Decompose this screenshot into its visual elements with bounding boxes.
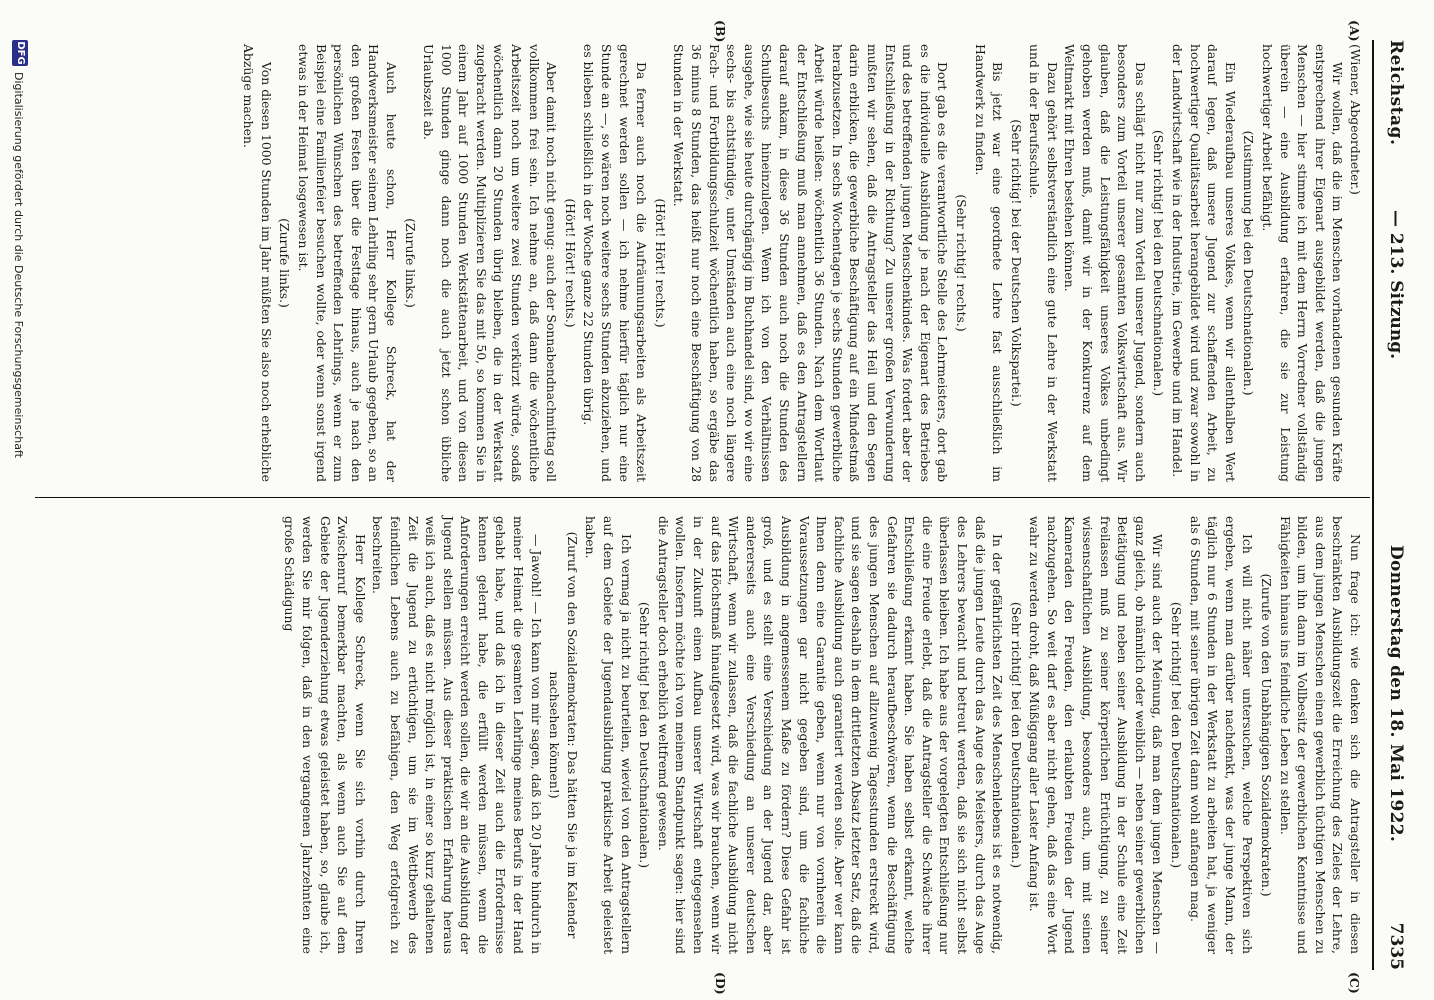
page-header <box>1380 40 1406 970</box>
interjection: (Sehr richtig! bei den Deutschnationalen.) <box>1008 601 1024 869</box>
interjection: (Sehr richtig! bei der Deutschen Volkspartei.) <box>1008 119 1024 407</box>
interjection: (Sehr richtig! bei den Deutschnationalen.) <box>1169 601 1185 869</box>
paragraph: Wir sind auch der Meinung, daß man dem jungen Menschen — ganz gleich, ob männlich oder weiblich — neben seiner gewerblichen Betätigung und neben seiner Ausbildung in der Schule eine Zeit freilassen muß zu seiner körperlichen Ertüchtigung, zu seiner wissenschaftlichen Ausbildung, besonders auch, um mit seinen Kameraden den Freuden, den erlaubten Freuden der Jugend nachzugehen. So weit darf es aber nicht gehen, daß das eine Wort wahr zu werden droht, daß Müßiggang aller Laster Anfang ist. <box>1027 516 1166 954</box>
footer <box>8 40 28 970</box>
interjection: (Hört! Hört! rechts.) <box>652 198 668 328</box>
interjection: (Sehr richtig! bei den Deutschnationalen.) <box>637 601 653 869</box>
paragraph: Herr Kollege Schreck, wenn Sie sich vorhin durch Ihren Zwischenruf bemerkbar machten, als wenn auch Sie auf dem Gebiete der Jugenderziehung etwas geleistet haben, so, glaube ich, werden Sie mir folgen, daß in den vergangenen Jahrzehnten eine große Schädigung <box>282 516 368 954</box>
column-divider <box>35 497 1370 498</box>
interjection: (Hört! Hört! rechts.) <box>562 198 578 328</box>
interjection: (Zurufe von den Unabhängigen Sozialdemokraten.) <box>1259 573 1275 897</box>
paragraph: Das schlägt nicht nur zum Vorteil unserer Jugend, sondern auch besonders zum Vorteil unserer gesamten Volkswirtschaft aus. Wir glauben, daß die Leistungsfähigkeit unseres Volkes unbedingt gehoben werden muß, damit wir in der Konkurrenz auf dem Weltmarkt mit Ehren bestehen können. <box>1062 44 1148 482</box>
interjection: (Zurufe links.) <box>277 218 293 308</box>
interjection: (Zuruf von den Sozialdemokraten: Das hätten Sie ja im Kalender nachsehen können!) <box>547 531 580 939</box>
paragraph: Auch heute schon, Herr Kollege Schreck, hat der Handwerksmeister seinem Lehrling sehr gern Urlaub gegeben, so an den großen Festen über die Festtage hinaus, auch je nach den persönlichen Wünschen des betreffenden Lehrlings, wenn er zum Beispiel eine Familienfeier besuchen wollte, oder wenn sonst irgend etwas in der Heimat losgewesen ist. <box>295 44 399 482</box>
interjection: (Zustimmung bei den Deutschnationalen.) <box>1241 130 1257 396</box>
page-number: 7335 <box>1386 922 1406 970</box>
header-session: — 213. Sitzung. <box>1386 210 1406 360</box>
interjection: (Sehr richtig! rechts.) <box>953 194 969 332</box>
paragraph: — Jawohl! — Ich kann von mir sagen, daß ich 20 Jahre hindurch in meiner Heimat die gesamten Lehrlinge meines Berufs in der Hand gehabt habe, und daß ich in dieser Zeit auch die Erfordernisse kennen gelernt habe, die erfüllt werden müssen, wenn die Anforderungen erreicht werden sollen, die wir an die Ausbildung der Jugend stellen müssen. Aus dieser praktischen Erfahrung heraus weiß ich auch, daß es nicht möglich ist, in einer so kurz gehaltenen Zeit die Jugend zu ertüchtigen, um sie im Wettbewerb des feindlichen Lebens auch zu befähigen, den Weg erfolgreich zu beschreiten. <box>370 516 544 954</box>
margin-mark-d: (D) <box>713 972 728 995</box>
header-title: Reichstag. <box>1386 40 1406 146</box>
paragraph: Ein Wiederaufbau unseres Volkes, wenn wir allenthalben Wert darauf legen, daß unsere Jugend zur schaffenden Arbeit, zu hochwertiger Qualitätsarbeit herangebildet wird und zwar sowohl in der Landwirtschaft wie in der Industrie, im Gewerbe und im Handel. <box>1170 44 1238 482</box>
margin-mark-a: (A) <box>1347 20 1362 42</box>
paragraph: Dort gab es die verantwortliche Stelle des Lehrmeisters, dort gab es die individuelle Ausbildung je nach der Eigenart des Betriebes und des betreffenden jungen Menschenkindes. Was fordert aber der Entschließung in der Richtung? Zu unserer großen Verwunderung mußten wir sehen, daß die Antragsteller das Heil und den Segen darin erblicken, die gewerbliche Beschäftigung auf ein Mindestmaß herabzusetzen. In sechs Wochentagen je sechs Stunden gewerbliche Arbeit würde heißen: wöchentlich 36 Stunden. Nach dem Wortlaut der Entschließung muß man annehmen, daß es den Antragstellern darauf ankam, in diese 36 Stunden auch noch die Stunden des Schulbesuchs hineinzulegen. Wenn ich von den Verhältnissen ausgehe, wie sie heute durchgängig im Buchhandel sind, wo wir eine sechs- bis achtstündige, unter Umständen auch eine noch längere Fach- und Fortbildungsschulzeit wöchentlich haben, so ergäbe das 36 minus 8 Stunden, das heißt nur noch eine Beschäftigung von 28 Stunden in der Werkstatt. <box>671 44 951 482</box>
paragraph: Da ferner auch noch die Aufräumungsarbeiten als Arbeitszeit gerechnet werden sollen — ich nehme hierfür täglich nur eine Stunde an —, so wären noch weitere sechs Stunden abzuziehen, und es blieben schließlich in der Woche ganze 22 Stunden übrig. <box>581 44 650 482</box>
paragraph: Ich will nicht näher untersuchen, welche Perspektiven sich ergeben, wenn man darüber nachdenkt, was der junge Mann, der täglich nur 6 Stunden in der Werkstatt zu arbeiten hat, ja weniger als 6 Stunden, mit seiner übrigen Zeit dann wohl anfangen mag. <box>1187 516 1256 954</box>
paragraph: Ich vermag ja nicht zu beurteilen, wieviel von den Antragstellern auf dem Gebiete der Jugendausbildung praktische Arbeit geleistet haben. <box>583 516 634 954</box>
margin-mark-b: (B) <box>713 20 728 43</box>
dfg-logo-icon: DFG <box>12 40 28 66</box>
margin-mark-c: (C) <box>1347 972 1362 994</box>
paragraph: Von diesen 1000 Stunden im Jahr müßten Sie also noch erhebliche Abzüge machen. <box>241 44 274 482</box>
paragraph: Wir wollen, daß die im Menschen vorhandenen gesunden Kräfte entsprechend ihrer Eigenart ausgebildet werden, daß die jungen Menschen — hier stimme ich mit dem Herrn Vorredner vollständig überein — eine Ausbildung erfahren, die sie zur Leistung hochwertiger Arbeit befähigt. <box>1260 44 1346 482</box>
paragraph: In der gefährlichsten Zeit des Menschenlebens ist es notwendig, daß die jungen Leute durch das Auge des Meisters, durch das Auge des Lehrers bewacht und betreut werden, daß sie sich nicht selbst überlassen bleiben. Ich habe aus der vorgelegten Entschließung nur die eine Freude erlebt, daß die Antragsteller die Schwäche ihrer Entschließung erkannt haben. Sie haben selbst erkannt, welche Gefahren sie dadurch heraufbeschwören, wenn die Beschäftigung des jungen Menschen auf allzuwenig Tagesstunden erstreckt wird, und sie sagen deshalb in dem drittletzten Absatz letzter Satz, daß die fachliche Ausbildung auch garantiert werden solle. Aber wer kann Ihnen denn eine Garantie geben, wenn nur von vornherein die Voraussetzungen gar nicht gegeben sind, um die fachliche Ausbildung in angemessenem Maße zu fördern? Diese Gefahr ist groß, und es stellt eine Verschiedung an der Jugend dar, aber andererseits auch eine Verschiedung an unserer deutschen Wirtschaft, wenn wir zulassen, daß die fachliche Ausbildung nicht auf das Höchstmaß hinaufgesetzt wird, was wir brauchen, wenn wir in der Zukunft einen Aufbau unserer Wirtschaft entgegensehen wollen. Insofern möchte ich von meinem Standpunkt sagen: hier sind die Antragsteller doch erheblich weltfremd gewesen. <box>655 516 1006 954</box>
interjection: (Sehr richtig! bei den Deutschnationalen.) <box>1151 129 1167 397</box>
paragraph: (Wiener, Abgeordneter.) <box>1348 44 1363 195</box>
left-column <box>240 44 1364 482</box>
right-column <box>281 516 1364 954</box>
paragraph: Dazu gehört selbstverständlich eine gute Lehre in der Werkstatt und in der Berufsschule. <box>1027 44 1060 482</box>
paragraph: Nun frage ich: wie denken sich die Antragsteller in diesen beschränkten Ausbildungszeit die Erreichung des Zieles der Lehre, aus dem jungen Menschen einen gewerblich tüchtigen Menschen zu bilden, um ihn dann im Vollbesitz der gewerblichen Kenntnisse und Fähigkeiten hinaus ins feindliche Leben zu stellen. <box>1277 516 1363 954</box>
paragraph: Aber damit noch nicht genug: auch der Sonnabendnachmittag soll vollkommen frei sein. Ich nehme an, daß dann die wöchentliche Arbeitszeit noch um weitere zwei Stunden verkürzt würde, sodaß wöchentlich dann 20 Stunden übrig bleiben, die in der Werkstatt zugebracht werden. Multiplizieren Sie das mit 50, so kommen Sie in einem Jahr auf 1000 Stunden Werkstättenarbeit, und von diesen 1000 Stunden ginge dann noch die auch jetzt schon übliche Urlaubszeit ab. <box>421 44 560 482</box>
interjection: (Zurufe links.) <box>402 218 418 308</box>
header-date: Donnerstag den 18. Mai 1922. <box>1386 545 1406 843</box>
paragraph: Bis jetzt war eine geordnete Lehre fast ausschließlich im Handwerk zu finden. <box>972 44 1006 482</box>
footer-credit: Digitalisierung gefördert durch die Deutsche Forschungsgemeinschaft <box>12 72 25 458</box>
header-rule <box>1372 40 1374 970</box>
